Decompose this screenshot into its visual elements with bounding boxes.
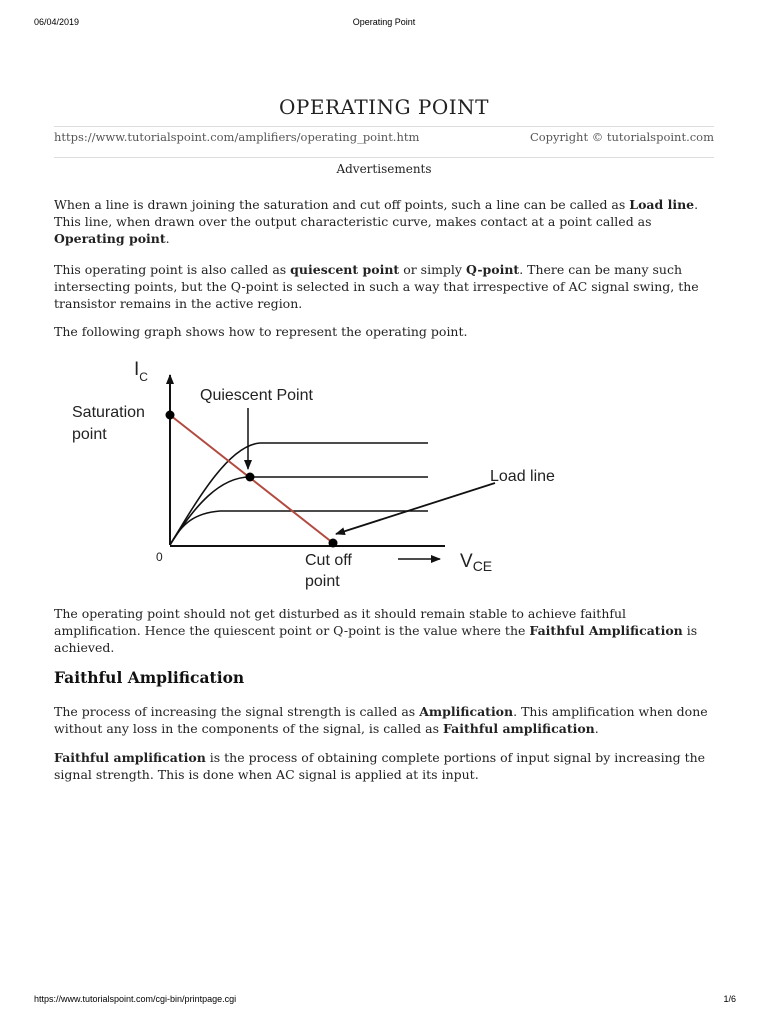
text: . This line, when drawn over the output characteristic curve, makes contact at a point called as bbox=[54, 197, 699, 229]
term-q-point: Q-point bbox=[465, 262, 520, 277]
term-faithful-amplification: Faithful amplification bbox=[54, 750, 206, 765]
print-date: 06/04/2019 bbox=[34, 17, 80, 27]
cutoff-label-line2: point bbox=[305, 573, 340, 590]
term-faithful-amplification: Faithful amplification bbox=[442, 721, 595, 736]
operating-point-graph bbox=[60, 355, 555, 595]
text: . bbox=[594, 721, 599, 736]
q-point-marker bbox=[246, 473, 255, 482]
text: . This amplification when done without any loss in the components of the signal, is called as bbox=[54, 704, 708, 736]
advertisements-label: Advertisements bbox=[336, 162, 432, 176]
source-bar bbox=[54, 126, 714, 158]
paragraph-graph-intro: The following graph shows how to represent the operating point. bbox=[54, 324, 468, 339]
term-load-line: Load line bbox=[629, 197, 695, 212]
print-footer bbox=[0, 994, 768, 1008]
copyright-notice: Copyright © tutorialspoint.com bbox=[529, 130, 714, 144]
term-operating-point: Operating point bbox=[54, 231, 166, 246]
cutoff-label-line1: Cut off bbox=[305, 552, 352, 569]
paragraph-amplification bbox=[54, 703, 716, 737]
paragraph-q-point bbox=[54, 261, 716, 312]
paragraph-faithful-definition bbox=[54, 749, 716, 783]
load-line-arrow bbox=[336, 483, 495, 534]
text: The operating point should not get disturbed as it should remain stable to achieve faithful amplification. Hence the quiescent point or Q-point is the value where the bbox=[54, 606, 627, 638]
source-url-link[interactable]: https://www.tutorialspoint.com/amplifiers/operating_point.htm bbox=[54, 130, 420, 144]
paragraph-stability bbox=[54, 605, 716, 656]
saturation-label-line2: point bbox=[72, 426, 107, 443]
text: is achieved. bbox=[54, 623, 698, 655]
text: When a line is drawn joining the saturation and cut off points, such a line can be called as bbox=[54, 197, 630, 212]
saturation-label-line1: Saturation bbox=[72, 404, 145, 421]
cutoff-point-marker bbox=[329, 539, 338, 548]
text: or simply bbox=[399, 262, 466, 277]
page-number: 1/6 bbox=[723, 994, 736, 1004]
term-faithful-amplification: Faithful Amplification bbox=[529, 623, 683, 638]
paragraph-load-line bbox=[54, 196, 716, 247]
print-page-title: Operating Point bbox=[352, 17, 416, 27]
characteristic-curve-high bbox=[170, 443, 428, 545]
x-axis-label: $V_{CE}$ bbox=[460, 551, 493, 574]
text: is the process of obtaining complete portions of input signal by increasing the signal strength. This is done when AC signal is applied at its input. bbox=[54, 750, 706, 782]
y-axis-label: $I_C$ bbox=[134, 359, 148, 384]
print-footer-url: https://www.tutorialspoint.com/cgi-bin/printpage.cgi bbox=[34, 994, 237, 1004]
term-amplification: Amplification bbox=[419, 704, 514, 719]
text: . bbox=[165, 231, 170, 246]
text: The process of increasing the signal strength is called as bbox=[54, 704, 420, 719]
quiescent-point-label: Quiescent Point bbox=[200, 387, 313, 404]
load-line-label: Load line bbox=[490, 468, 555, 485]
section-heading: Faithful Amplification bbox=[54, 668, 245, 687]
term-quiescent-point: quiescent point bbox=[290, 262, 400, 277]
origin-label: 0 bbox=[156, 550, 163, 564]
print-header bbox=[0, 17, 768, 31]
saturation-point-marker bbox=[166, 411, 175, 420]
page-title: OPERATING POINT bbox=[278, 95, 490, 119]
text: This operating point is also called as bbox=[54, 262, 291, 277]
text: . There can be many such intersecting points, but the Q-point is selected in such a way that irrespective of AC signal swing, the transistor remains in the active region. bbox=[54, 262, 699, 311]
